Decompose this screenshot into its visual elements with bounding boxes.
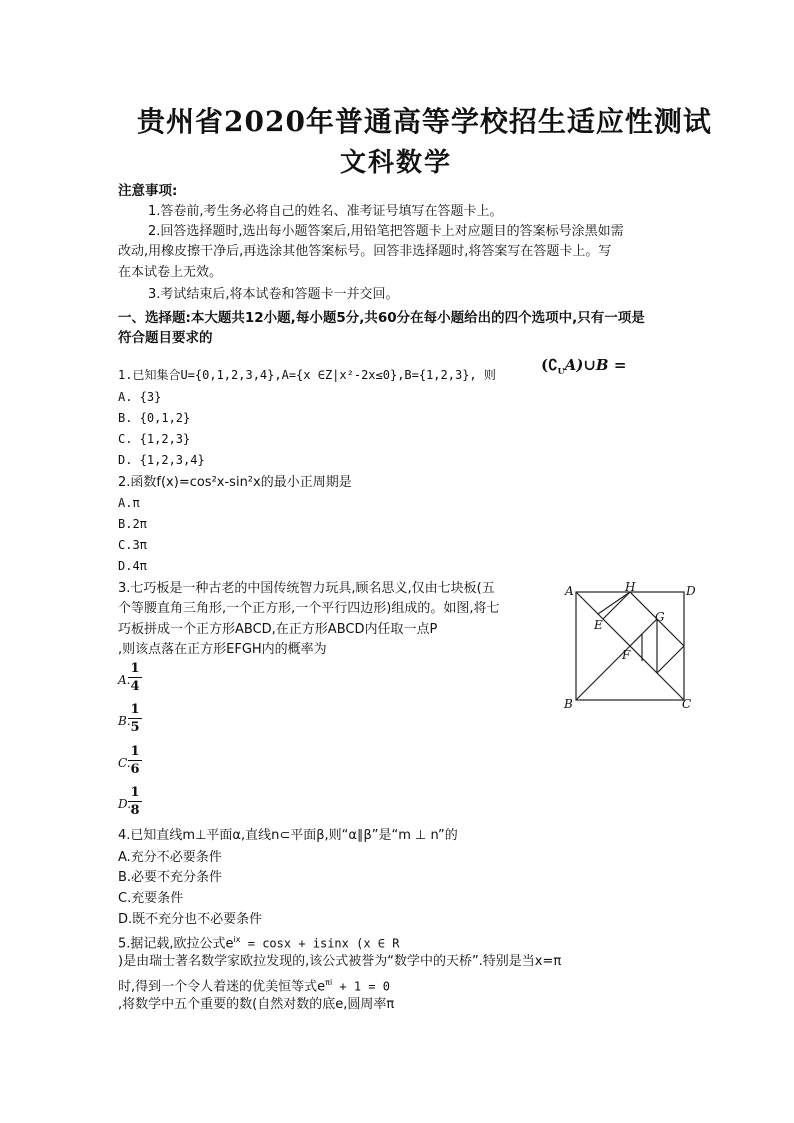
- notice-item-2-cont: 改动,用橡皮擦干净后,再选涂其他答案标号。回答非选择题时,将答案写在答题卡上。写: [118, 244, 612, 259]
- notice-item-2: 2.回答选择题时,选出每小题答案后,用铅笔把答题卡上对应题目的答案标号涂黑如需: [148, 224, 624, 239]
- q3-option-b-fraction: [128, 702, 142, 735]
- q3-option-a-fraction: [128, 661, 142, 694]
- q3-option-d-num: 1: [130, 785, 140, 800]
- q3-line-3: 巧板拼成一个正方形ABCD,在正方形ABCD内任取一点P: [118, 622, 438, 637]
- q3-option-c-den: 6: [130, 762, 140, 777]
- q5-line-1-sup: ix: [233, 935, 241, 944]
- q2-option-d: D.4π: [118, 559, 147, 573]
- q2-option-c: C.3π: [118, 538, 147, 552]
- q1-formula-tail: A)∪B =: [564, 356, 627, 374]
- q3-option-d-den: 8: [130, 803, 140, 818]
- label-d: D: [686, 584, 696, 598]
- label-f: F: [622, 648, 631, 662]
- q3-option-c-letter: C.: [118, 756, 131, 770]
- q2-stem: 2.函数f(x)=cos²x-sin²x的最小正周期是: [118, 475, 352, 490]
- q5-line-1-head: 5.据记载,欧拉公式e: [118, 936, 234, 952]
- page-title: 贵州省2020年普通高等学校招生适应性测试: [137, 105, 712, 138]
- q2-option-a: A.π: [118, 496, 140, 510]
- q2-option-b: B.2π: [118, 517, 147, 531]
- q1-option-b: B. {0,1,2}: [118, 411, 191, 425]
- q3-option-b-letter: B.: [118, 714, 131, 728]
- q3-option-b-num: 1: [130, 702, 140, 717]
- label-a: A: [565, 584, 574, 598]
- q3-option-a-den: 4: [130, 679, 140, 694]
- q1-option-c: C. {1,2,3}: [118, 432, 191, 446]
- q1-option-d: D. {1,2,3,4}: [118, 453, 205, 467]
- q1-formula-sub: U: [557, 366, 565, 376]
- q5-line-3-head: 时,得到一个令人着迷的优美恒等式e: [118, 979, 326, 995]
- q3-option-d-fraction: [128, 785, 142, 818]
- segment-inner: [603, 592, 630, 619]
- q1-formula: [541, 356, 626, 376]
- tangram-figure: [560, 580, 700, 715]
- q3-line-4: ,则该点落在正方形EFGH内的概率为: [118, 642, 327, 657]
- q3-line-1: 3.七巧板是一种古老的中国传统智力玩具,顾名思义,仅由七块板(五: [118, 581, 495, 596]
- q3-option-d-letter: D.: [118, 797, 132, 811]
- q5-line-2: )是由瑞士著名数学家欧拉发现的,该公式被誉为“数学中的天桥”.特别是当x=π: [118, 954, 562, 969]
- notice-heading: 注意事项:: [118, 183, 178, 199]
- q4-option-b: B.必要不充分条件: [118, 870, 223, 885]
- q5-line-1-tail: = cosx + isinx (x ∈ R: [240, 936, 400, 951]
- q4-stem: 4.已知直线m⊥平面α,直线n⊂平面β,则“α∥β”是“m ⊥ n”的: [118, 828, 458, 843]
- q5-line-3-sup: πi: [325, 978, 333, 987]
- q3-option-b-den: 5: [130, 720, 140, 735]
- q1-formula-head: (∁: [541, 356, 558, 374]
- q5-line-3: [118, 973, 390, 996]
- q1-option-a: A. {3}: [118, 390, 162, 404]
- q3-option-c-num: 1: [130, 744, 140, 759]
- q4-option-a: A.充分不必要条件: [118, 850, 222, 865]
- notice-item-3: 3.考试结束后,将本试卷和答题卡一并交回。: [148, 287, 399, 302]
- q1-stem: 1.已知集合U={0,1,2,3,4},A={x ∈Z|x²-2x≤0},B={1,2,3}, 则: [118, 368, 496, 382]
- q5-line-1: [118, 930, 399, 953]
- label-e: E: [594, 618, 603, 632]
- notice-item-1: 1.答卷前,考生务必将自己的姓名、准考证号填写在答题卡上。: [148, 204, 503, 219]
- segment-right-down: [657, 646, 684, 673]
- segment-fg: [630, 619, 657, 646]
- label-h: H: [625, 580, 636, 594]
- label-c: C: [682, 697, 692, 711]
- q3-option-a-num: 1: [130, 661, 140, 676]
- section-heading: 一、选择题:本大题共12小题,每小题5分,共60分在每小题给出的四个选项中,只有一项是: [118, 310, 645, 326]
- segment-eh: [598, 592, 630, 614]
- section-heading-cont: 符合题目要求的: [118, 330, 213, 346]
- q5-line-4: ,将数学中五个重要的数(自然对数的底e,圆周率π: [118, 997, 395, 1012]
- q3-option-a-letter: A.: [118, 673, 131, 687]
- notice-item-2-end: 在本试卷上无效。: [118, 265, 223, 280]
- q4-option-d: D.既不充分也不必要条件: [118, 912, 263, 927]
- q3-line-2: 个等腰直角三角形,一个正方形,一个平行四边形)组成的。如图,将七: [118, 601, 500, 616]
- page-subtitle: 文科数学: [340, 148, 453, 178]
- q4-option-c: C.充要条件: [118, 891, 184, 906]
- label-g: G: [655, 610, 665, 624]
- q5-line-3-tail: + 1 = 0: [332, 979, 390, 994]
- label-b: B: [564, 697, 573, 711]
- q3-option-c-fraction: [128, 744, 142, 777]
